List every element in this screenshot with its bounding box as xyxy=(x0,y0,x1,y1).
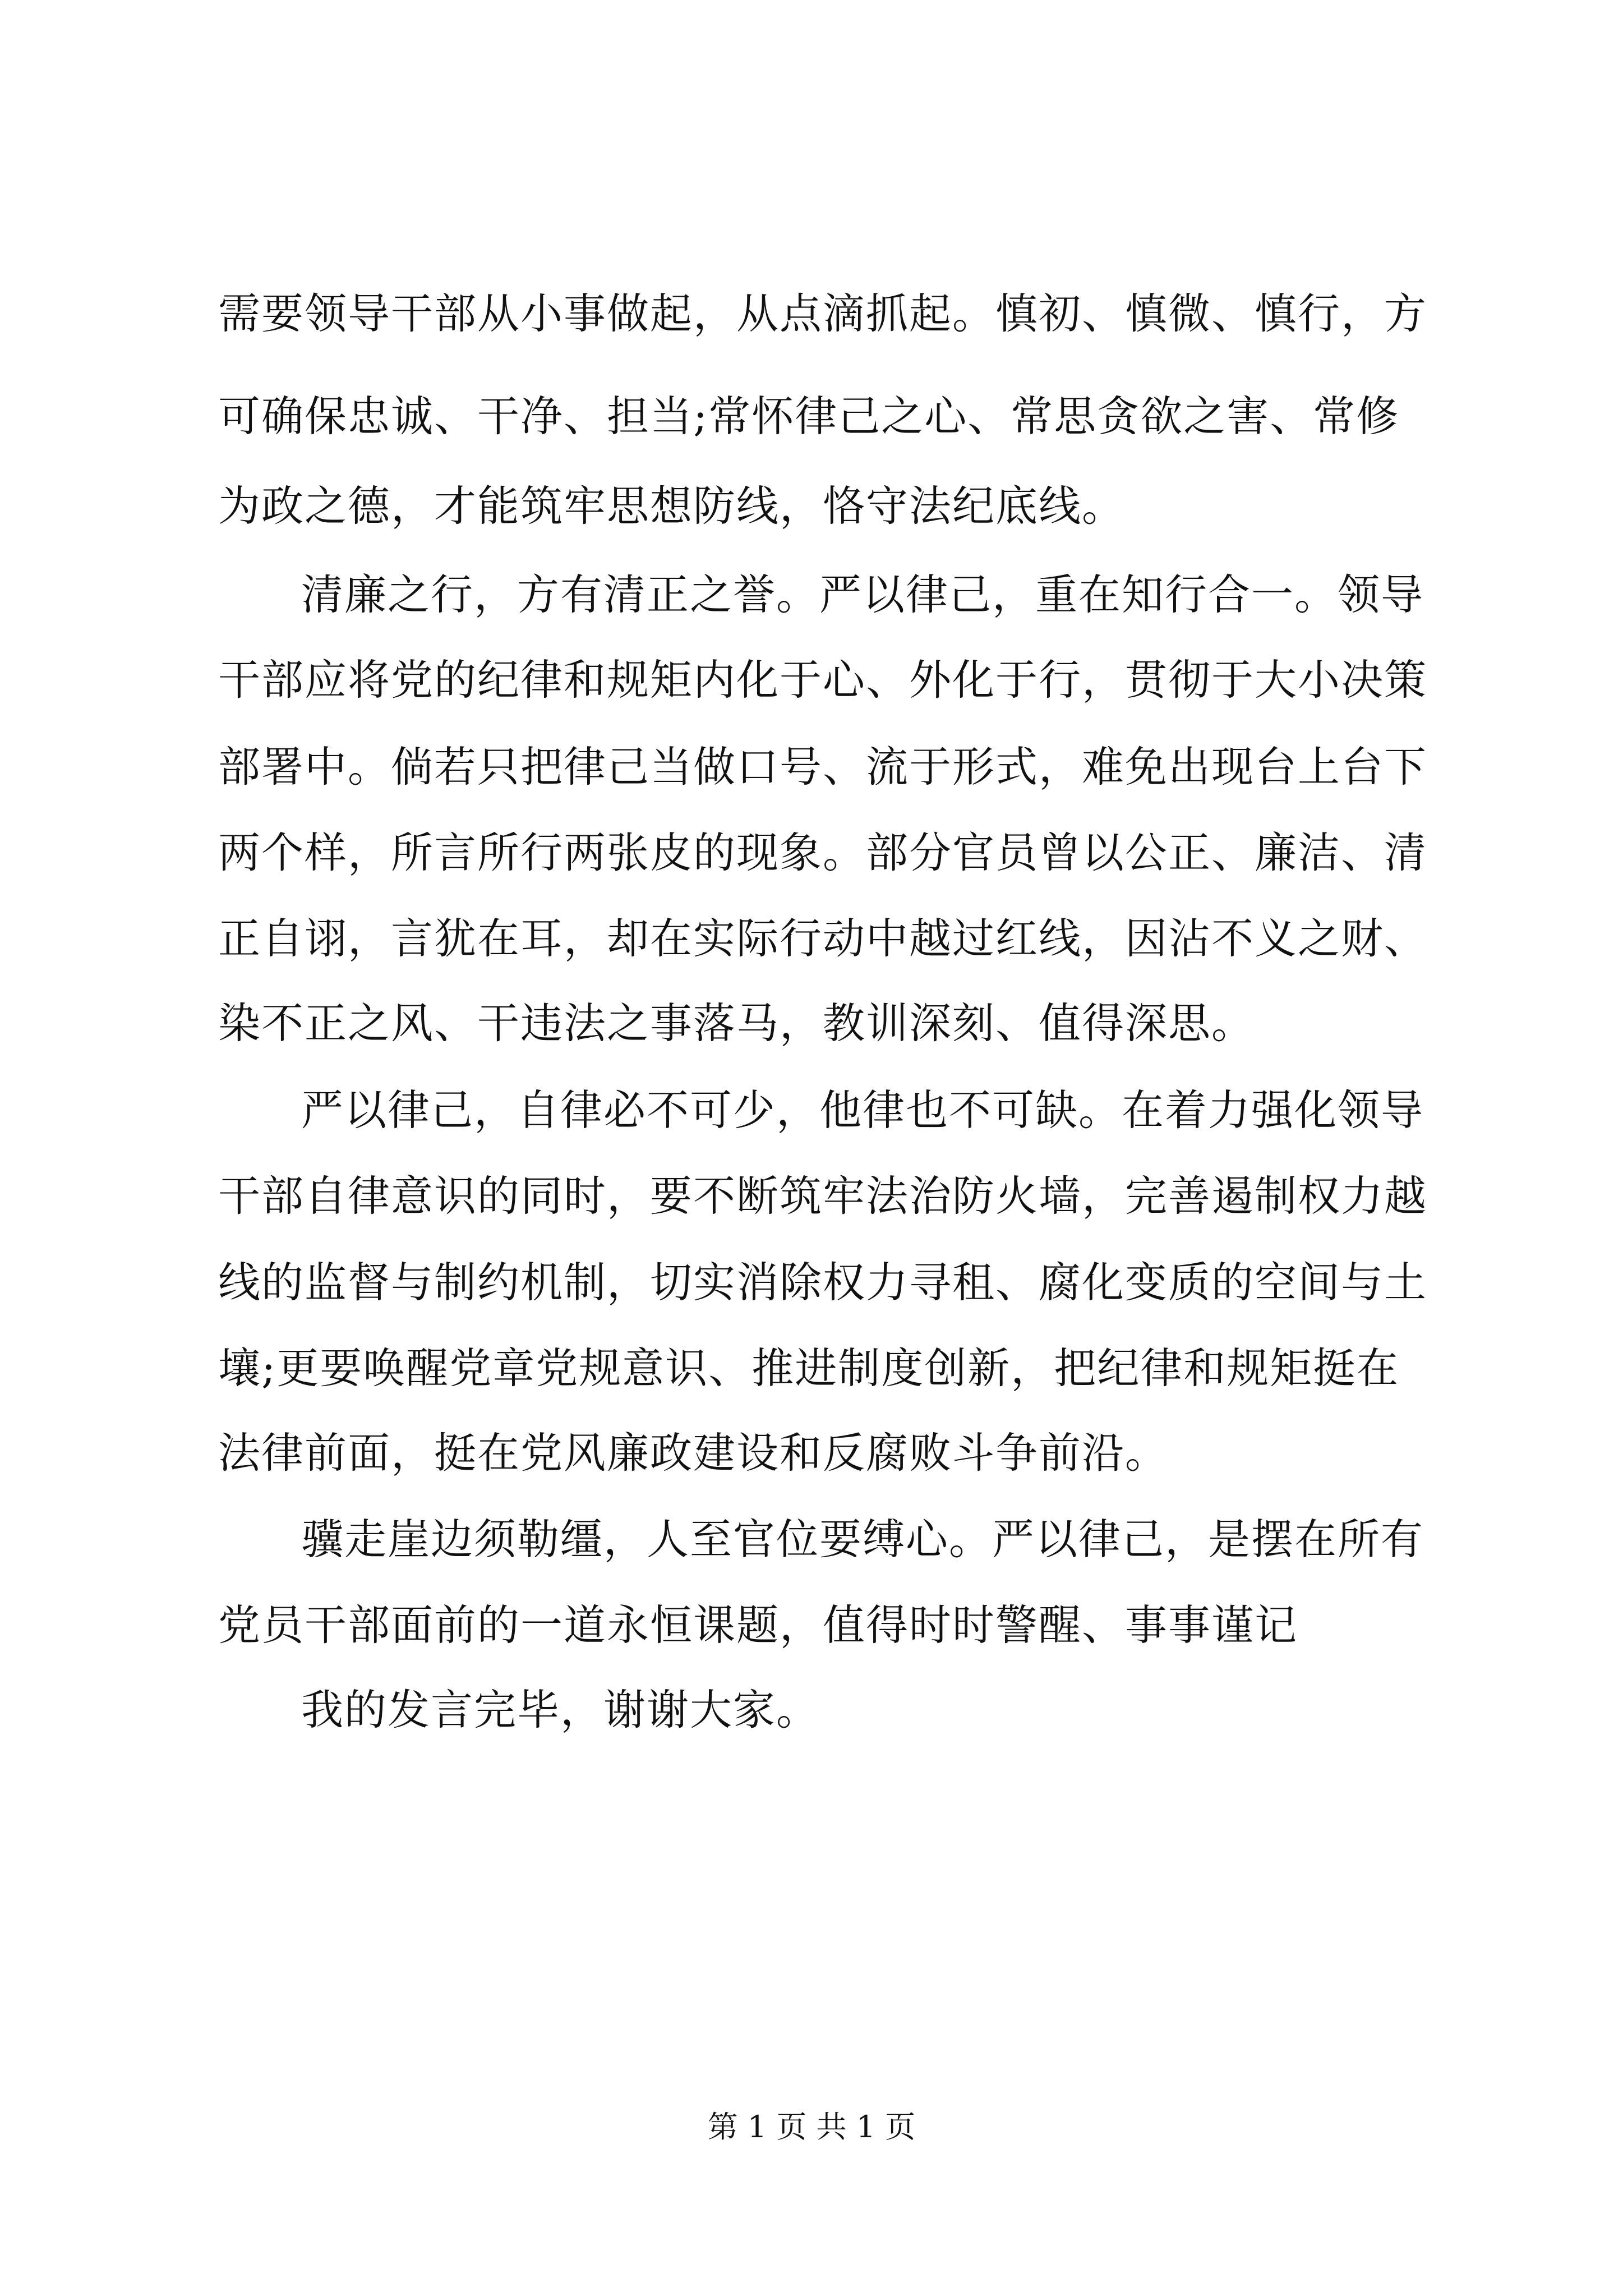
body-text-line: 干部自律意识的同时，要不断筑牢法治防火墙，完善遏制权力越 xyxy=(218,1171,1428,1221)
page-number-footer: 第 1 页 共 1 页 xyxy=(707,2109,916,2145)
body-text-line: 需要领导干部从小事做起，从点滴抓起。慎初、慎微、慎行，方 xyxy=(218,289,1428,338)
body-text-line: 部署中。倘若只把律己当做口号、流于形式，难免出现台上台下 xyxy=(218,742,1428,792)
body-text-line: 两个样，所言所行两张皮的现象。部分官员曾以公正、廉洁、清 xyxy=(218,828,1428,877)
body-text-line: 党员干部面前的一道永恒课题，值得时时警醒、事事谨记 xyxy=(218,1600,1298,1650)
body-text-line: 壤;更要唤醒党章党规意识、推进制度创新，把纪律和规矩挺在 xyxy=(218,1343,1400,1393)
body-text-line: 可确保忠诚、干净、担当;常怀律己之心、常思贪欲之害、常修 xyxy=(218,392,1400,441)
paragraph-first-line: 骥走崖边须勒缰，人至官位要缚心。严以律己，是摆在所有 xyxy=(301,1515,1424,1564)
body-text-line: 法律前面，挺在党风廉政建设和反腐败斗争前沿。 xyxy=(218,1428,1169,1478)
body-text-line: 干部应将党的纪律和规矩内化于心、外化于行，贯彻于大小决策 xyxy=(218,655,1428,705)
closing-remark: 我的发言完毕，谢谢大家。 xyxy=(301,1685,820,1734)
paragraph-first-line: 严以律己，自律必不可少，他律也不可缺。在着力强化领导 xyxy=(301,1085,1424,1135)
body-text-line: 线的监督与制约机制，切实消除权力寻租、腐化变质的空间与土 xyxy=(218,1258,1428,1307)
body-text-line: 正自诩，言犹在耳，却在实际行动中越过红线，因沾不义之财、 xyxy=(218,914,1428,963)
body-text-line: 染不正之风、干违法之事落马，教训深刻、值得深思。 xyxy=(218,999,1255,1048)
body-text-line: 为政之德，才能筑牢思想防线，恪守法纪底线。 xyxy=(218,481,1126,531)
paragraph-first-line: 清廉之行，方有清正之誉。严以律己，重在知行合一。领导 xyxy=(301,570,1424,619)
